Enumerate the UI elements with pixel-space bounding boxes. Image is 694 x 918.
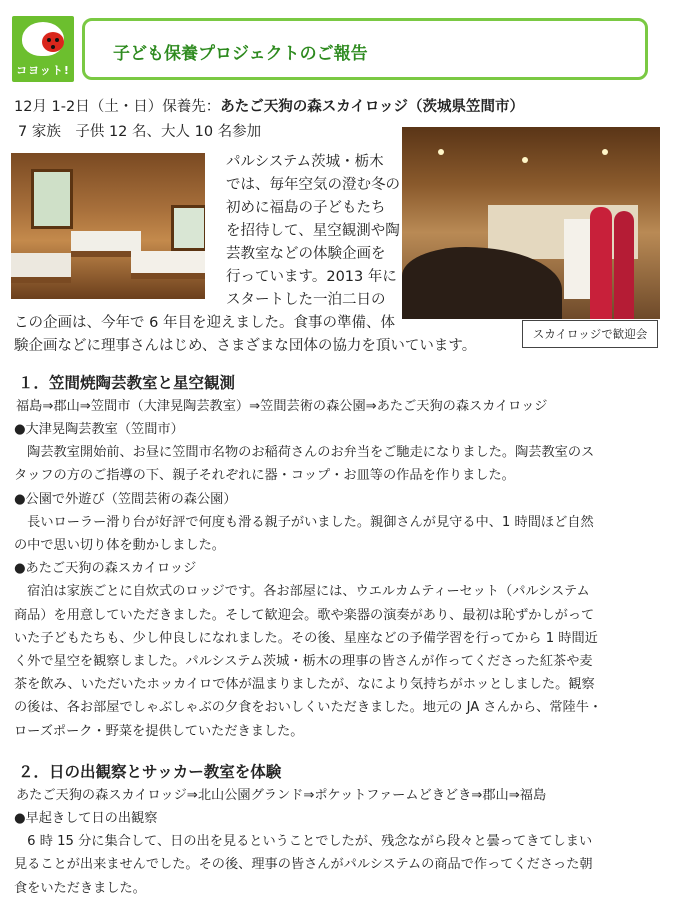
item-line: タッフの方のご指導の下、親子それぞれに器・コップ・お皿等の作品を作りました。 <box>14 468 515 484</box>
section1-heading: １．笠間焼陶芸教室と星空観測 <box>18 374 236 392</box>
page-title: 子ども保養プロジェクトのご報告 <box>113 44 368 64</box>
item-line: 宿泊は家族ごとに自炊式のロッジです。各お部屋には、ウエルカムティーセット（パルシステム <box>14 584 590 600</box>
item-title: ●あたご天狗の森スカイロッジ <box>14 561 197 577</box>
item-line: いた子どもたちも、少し仲良しになれました。その後、星座などの予備学習を行ってから 1 時間近 <box>14 630 598 646</box>
intro-line: この企画は、今年で 6 年目を迎えました。食事の準備、体 <box>14 315 395 331</box>
item-line: ローズポーク・野菜を提供していただきました。 <box>14 723 304 739</box>
item-line: 長いローラー滑り台が好評で何度も滑る親子がいました。親御さんが見守る中、1 時間ほど自然 <box>14 514 594 530</box>
item-line: 茶を飲み、いただいたホッカイロで体が温まりましたが、なにより気持ちがホッとしました。観察 <box>14 677 595 693</box>
ladybug-mascot-icon <box>22 22 64 56</box>
item-line: の中で思い切り体を動かしました。 <box>14 538 225 553</box>
intro-line: スタートした一泊二日の <box>226 292 386 308</box>
item-line: 商品）を用意していただきました。そして歓迎会。歌や楽器の演奏があり、最初は恥ずかしがって <box>14 607 595 623</box>
logo-text: コヨット! <box>16 64 70 77</box>
item-line: 見ることが出来ませんでした。その後、理事の皆さんがパルシステムの商品で作ってくださった朝 <box>14 857 593 873</box>
item-title: ●大津晃陶芸教室（笠間市） <box>14 422 184 437</box>
title-box <box>82 18 648 80</box>
section2-route: あたご天狗の森スカイロッジ⇒北山公園グランド⇒ポケットファームどきどき⇒郡山⇒福島 <box>16 788 547 803</box>
photo-caption: スカイロッジで歓迎会 <box>522 320 658 348</box>
intro-line: 行っています。2013 年に <box>226 269 397 285</box>
date-line <box>14 95 524 116</box>
intro-line: 験企画などに理事さんはじめ、さまざまな団体の協力を頂いています。 <box>14 338 477 354</box>
koyotto-logo <box>12 16 74 82</box>
item-line: の後は、各お部屋でしゃぶしゃぶの夕食をおいしくいただきました。地元の JA さんから、常陸牛・ <box>14 700 603 716</box>
section1-route: 福島⇒郡山⇒笠間市（大津晃陶芸教室）⇒笠間芸術の森公園⇒あたご天狗の森スカイロッジ <box>16 399 548 414</box>
welcome-party-photo <box>402 127 660 319</box>
intro-line: 初めに福島の子どもたち <box>226 200 386 216</box>
item-line: く外で星空を観察しました。パルシステム茨城・栃木の理事の皆さんが作ってくださった紅茶や麦 <box>14 654 593 669</box>
section2-heading: ２．日の出観察とサッカー教室を体験 <box>18 763 282 781</box>
lodge-room-photo <box>11 153 205 299</box>
item-line: 6 時 15 分に集合して、日の出を見るということでしたが、残念ながら段々と曇ってきてしまい <box>14 834 593 850</box>
date-line-place: あたご天狗の森スカイロッジ（茨城県笠間市） <box>220 99 525 115</box>
intro-line: 芸教室などの体験企画を <box>226 246 386 262</box>
item-line: 陶芸教室開始前、お昼に笠間市名物のお稲荷さんのお弁当をご馳走になりました。陶芸教室のス <box>14 445 595 461</box>
item-line: 食をいただきました。 <box>14 880 146 896</box>
item-title: ●公園で外遊び（笠間芸術の森公園） <box>14 491 237 507</box>
item-title: ●早起きして日の出観察 <box>14 811 158 826</box>
participants-line: 7 家族 子供 12 名、大人 10 名参加 <box>18 124 262 140</box>
intro-line: パルシステム茨城・栃木 <box>226 154 384 170</box>
intro-line: では、毎年空気の澄む冬の <box>226 177 400 193</box>
intro-line: を招待して、星空観測や陶 <box>226 223 400 239</box>
date-line-prefix: 12月 1-2日（土・日）保養先： <box>14 99 221 115</box>
